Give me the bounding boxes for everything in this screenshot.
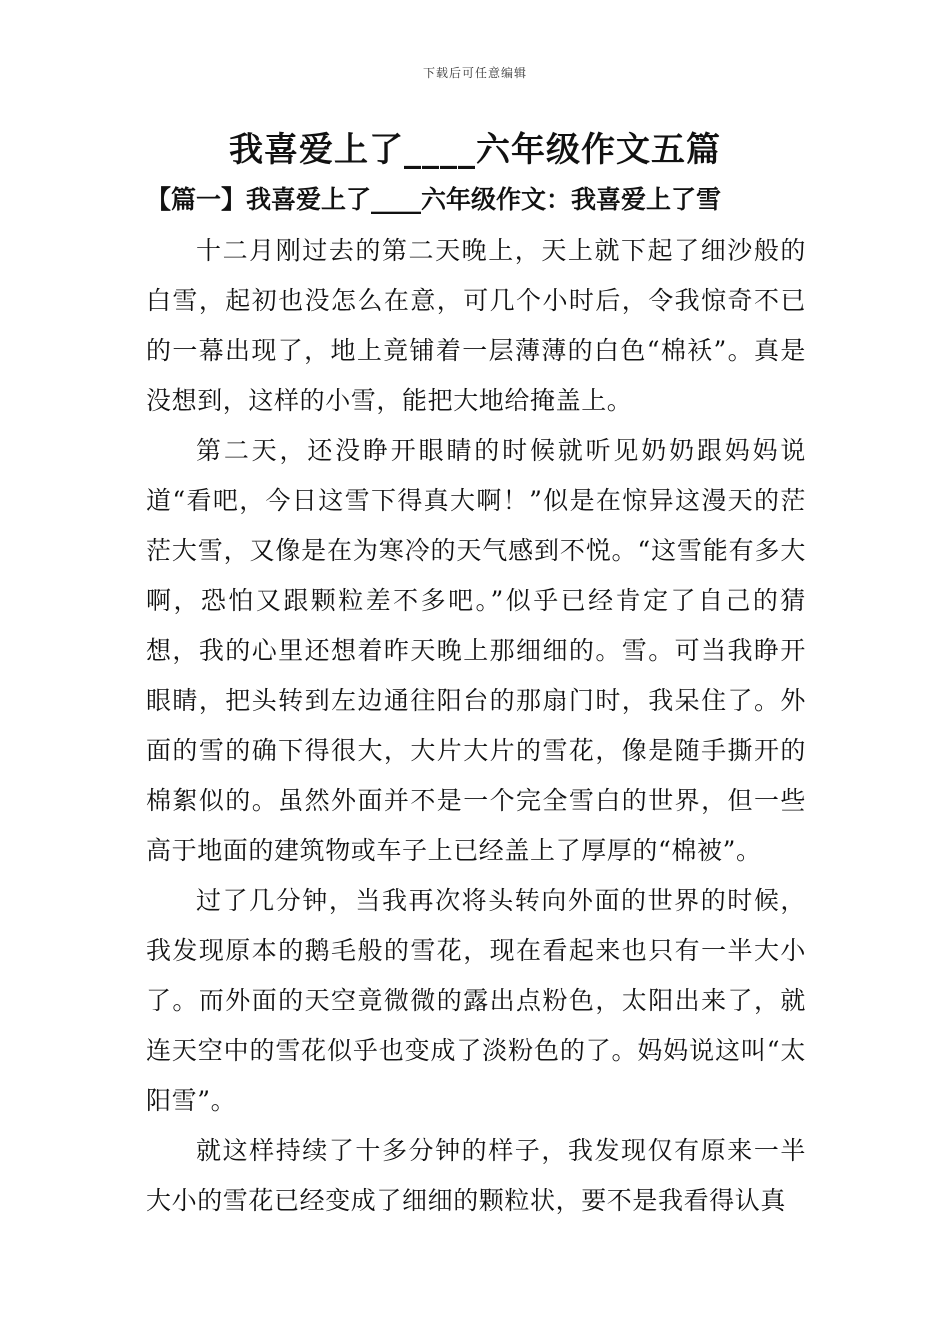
paragraph-1: 十二月刚过去的第二天晚上，天上就下起了细沙般的白雪，起初也没怎么在意，可几个小时后，令我惊奇不已的一幕出现了，地上竟铺着一层薄薄的白色“棉袄”。真是没想到，这样的小雪，能把大地给掩盖上。 xyxy=(146,236,806,415)
document-body xyxy=(146,226,806,1226)
paragraph-4: 就这样持续了十多分钟的样子，我发现仅有原来一半大小的雪花已经变成了细细的颗粒状，要不是我看得认真 xyxy=(146,1136,806,1215)
header-note: 下载后可任意编辑 xyxy=(422,66,527,80)
document-title: 我喜爱上了____六年级作文五篇 xyxy=(229,130,721,170)
paragraph-2: 第二天，还没睁开眼睛的时候就听见奶奶跟妈妈说道“看吧，今日这雪下得真大啊！”似是在惊异这漫天的茫茫大雪，又像是在为寒冷的天气感到不悦。“这雪能有多大啊，恐怕又跟颗粒差不多吧。”似乎已经肯定了自己的猜想，我的心里还想着昨天晚上那细细的。雪。可当我睁开眼睛，把头转到左边通往阳台的那扇门时，我呆住了。外面的雪的确下得很大，大片大片的雪花，像是随手撕开的棉絮似的。虽然外面并不是一个完全雪白的世界，但一些高于地面的建筑物或车子上已经盖上了厚厚的“棉被”。 xyxy=(146,436,806,865)
paragraph-3: 过了几分钟，当我再次将头转向外面的世界的时候，我发现原本的鹅毛般的雪花，现在看起来也只有一半大小了。而外面的天空竟微微的露出点粉色，太阳出来了，就连天空中的雪花似乎也变成了淡粉色的了。妈妈说这叫“太阳雪”。 xyxy=(146,886,806,1115)
section-heading: 【篇一】我喜爱上了____六年级作文：我喜爱上了雪 xyxy=(146,185,722,214)
